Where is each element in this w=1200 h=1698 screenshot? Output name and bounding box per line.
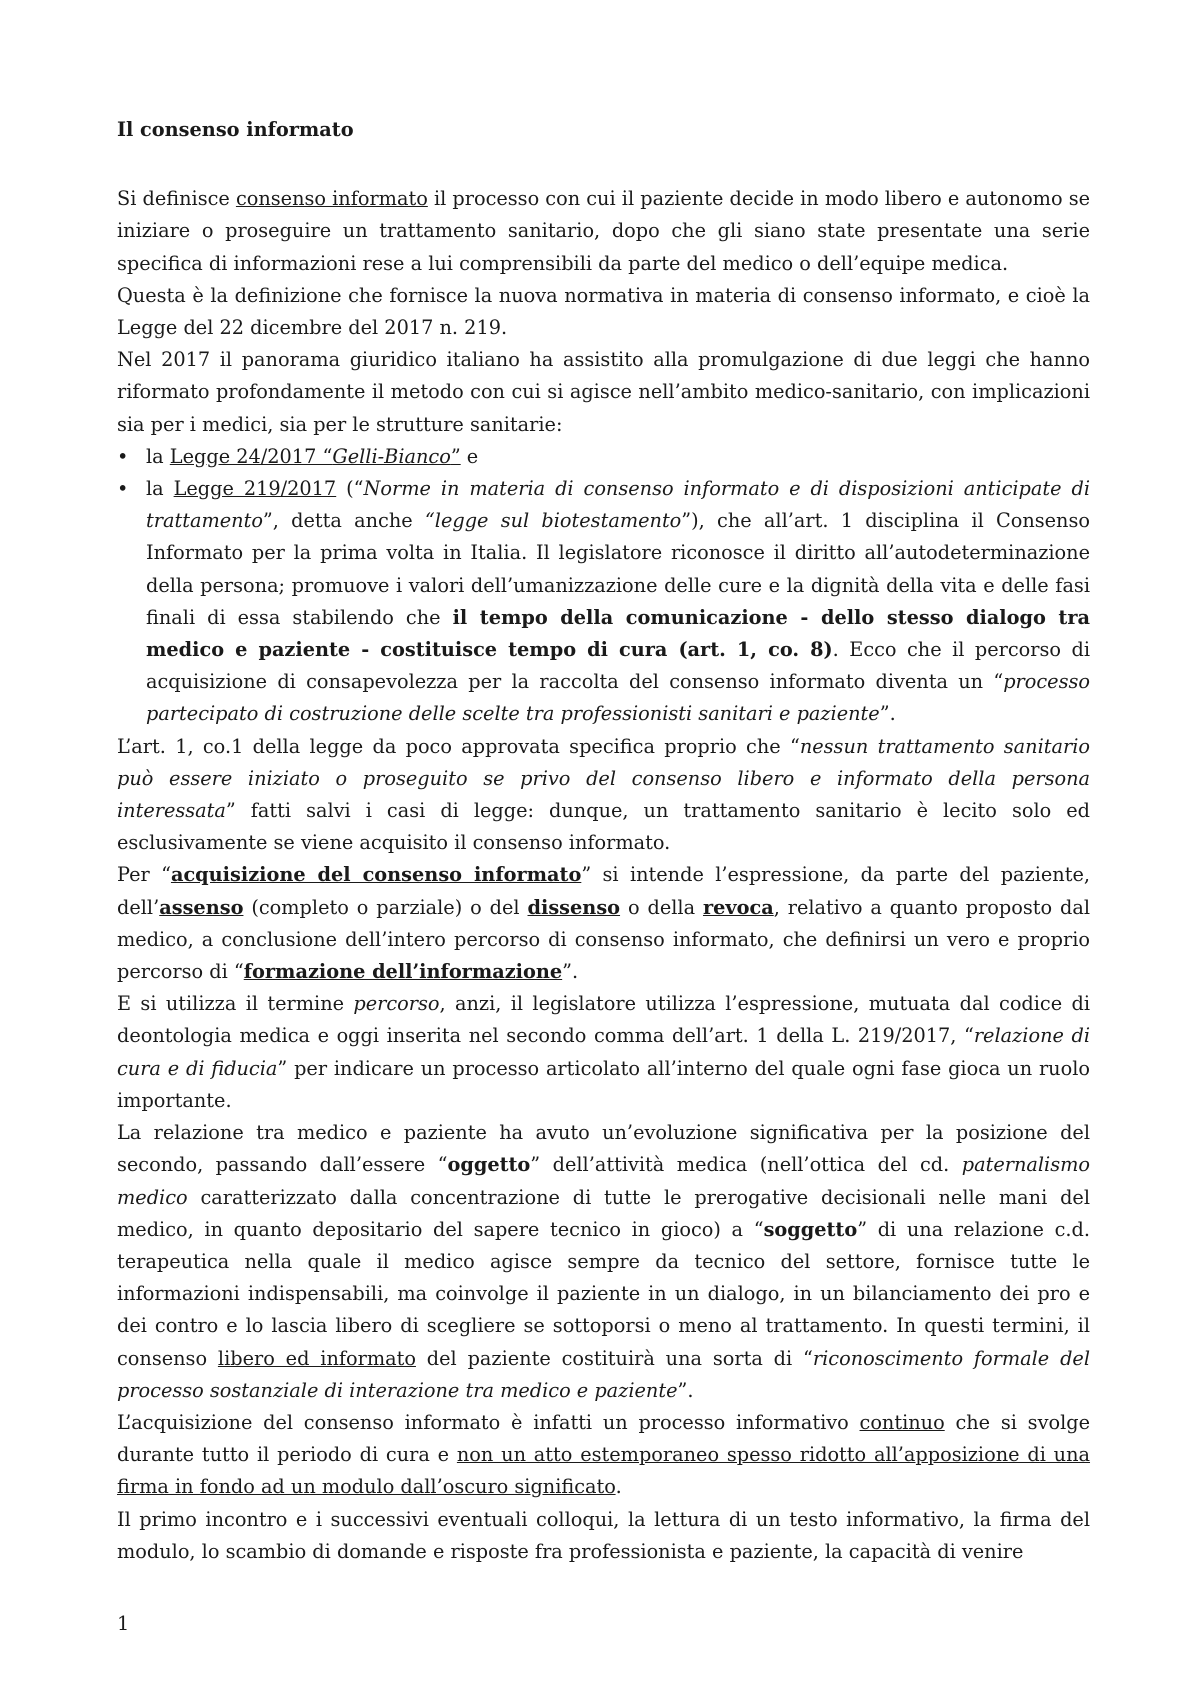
underlined-statement: non un atto estemporaneo spesso ridotto all’apposizione di una firma in fondo ad un modulo dall’oscuro significato — [117, 1443, 1091, 1499]
paragraph-definition — [117, 183, 1090, 280]
bold-statement: il tempo della comunicazione - dello stesso dialogo tra medico e paziente - costituisce tempo di cura (art. 1, co. 8) — [146, 605, 1090, 662]
italic-term: paternalismo medico — [117, 1153, 1090, 1209]
page-number: 1 — [117, 1612, 130, 1635]
bold-term: oggetto — [447, 1153, 531, 1177]
key-term: formazione dell’informazione — [243, 960, 563, 984]
laws-list — [117, 441, 1090, 731]
text: . — [615, 1475, 622, 1499]
text: (completo o parziale) o del — [243, 895, 528, 919]
text: ”. — [562, 960, 579, 984]
paragraph-processo-continuo — [117, 1407, 1090, 1504]
text: E si utilizza il termine — [117, 992, 354, 1016]
text: L’acquisizione del consenso informato è infatti un processo informativo — [117, 1410, 860, 1434]
italic-quote: “legge sul biotestamento — [424, 509, 682, 533]
italic-quote: nessun trattamento sanitario può essere iniziato o proseguito se privo del consenso libero e informato della persona interessata — [117, 734, 1090, 823]
text: La relazione tra medico e paziente ha avuto un’evoluzione significativa per la posizione del secondo, passando dall’essere “ — [117, 1121, 1090, 1177]
italic-quote: riconoscimento formale del processo sostanziale di interazione tra medico e paziente — [117, 1346, 1090, 1402]
list-item — [117, 473, 1090, 731]
text: ”. — [677, 1378, 694, 1402]
paragraph-acquisizione — [117, 859, 1090, 988]
text: ” si intende l’espressione, da parte del paziente, dell’ — [117, 863, 1090, 919]
text: la — [146, 477, 174, 501]
paragraph-percorso — [117, 988, 1090, 1117]
text: Si definisce — [117, 187, 236, 211]
italic-quote: processo partecipato di costruzione delle scelte tra professionisti sanitari e paziente — [146, 670, 1090, 726]
paragraph-primo-incontro: Il primo incontro e i successivi eventuali colloqui, la lettura di un testo informativo, la firma del modulo, lo scambio di domande e risposte fra professionista e paziente, la capacità di venire — [117, 1507, 1090, 1563]
text: caratterizzato dalla concentrazione di tutte le prerogative decisionali nelle mani del medico, in quanto depositario del sapere tecnico in gioco) a “ — [117, 1185, 1090, 1241]
paragraph-panorama: Nel 2017 il panorama giuridico italiano ha assistito alla promulgazione di due leggi che hanno riformato profondamente il metodo con cui si agisce nell’ambito medico-sanitario, con implicazioni sia per i medici, sia per le strutture sanitarie: — [117, 348, 1090, 436]
law-reference: Legge 219/2017 — [173, 477, 337, 501]
text: che si svolge durante tutto il periodo di cura e — [117, 1410, 1090, 1467]
italic-term: percorso — [353, 992, 440, 1016]
text: il processo con cui il paziente decide in modo libero e autonomo se iniziare o proseguire un trattamento sanitario, dopo che gli siano state presentate una serie specifica di informazioni rese a lui comprensibili da parte del medico o dell’equipe medica. — [117, 187, 1091, 275]
text: ” per indicare un processo articolato all’interno del quale ogni fase gioca un ruolo importante. — [117, 1056, 1090, 1112]
key-term: assenso — [159, 895, 244, 919]
text: ”), che all’art. 1 disciplina il Consenso Informato per la prima volta in Italia. Il legislatore riconosce il diritto all’autodeterminazione della persona; promuove i valori dell’umanizzazione delle cure e la dignità della vita e delle fasi finali di essa stabilendo che — [146, 509, 1090, 629]
text: o della — [620, 895, 703, 919]
text: ”, detta anche — [262, 509, 425, 533]
text: . Ecco che il percorso di acquisizione di consapevolezza per la raccolta del consenso informato diventa un “ — [146, 638, 1090, 694]
paragraph-relazione — [117, 1117, 1090, 1407]
key-term: acquisizione del consenso informato — [170, 863, 582, 887]
italic-quote: Norme in materia di consenso informato e di disposizioni anticipate di trattamento — [146, 477, 1090, 533]
text: (“ — [336, 477, 364, 501]
bullet-icon: • — [117, 444, 129, 468]
paragraph-normativa: Questa è la definizione che fornisce la nuova normativa in materia di consenso informato, e cioè la Legge del 22 dicembre del 2017 n. 219. — [117, 283, 1090, 340]
text: L’art. 1, co.1 della legge da poco approvata specifica proprio che “ — [117, 734, 800, 758]
law-reference: Legge 24/2017 “Gelli-Bianco” — [169, 444, 461, 468]
list-item — [117, 441, 1090, 473]
key-term: dissenso — [527, 895, 621, 919]
text: ” di una relazione c.d. terapeutica nella quale il medico agisce sempre da tecnico del settore, fornisce tutte le informazioni indispensabili, ma coinvolge il paziente in un dialogo, in un bilanciamento dei pro e dei contro e lo lascia libero di scegliere se sottoporsi o meno al trattamento. In questi termini, il consenso — [117, 1217, 1090, 1370]
text: , anzi, il legislatore utilizza l’espressione, mutuata dal codice di deontologia medica e oggi inserita nel secondo comma dell’art. 1 della L. 219/2017, “ — [117, 992, 1091, 1048]
document-title: Il consenso informato — [117, 118, 354, 141]
bold-term: soggetto — [763, 1217, 858, 1241]
text: del paziente costituirà una sorta di “ — [415, 1346, 813, 1370]
key-term: revoca — [702, 895, 774, 919]
text: ” dell’attività medica (nell’ottica del cd. — [530, 1153, 962, 1177]
paragraph-art1 — [117, 731, 1090, 860]
document-body — [117, 114, 1090, 1568]
bullet-icon: • — [117, 477, 129, 501]
text: la — [146, 444, 170, 468]
text: ”. — [879, 702, 896, 726]
text: Per “ — [117, 863, 171, 887]
italic-quote: relazione di cura e di fiducia — [117, 1024, 1090, 1080]
text: e — [460, 444, 479, 468]
underlined-term: libero ed informato — [217, 1346, 416, 1370]
underlined-term: continuo — [859, 1410, 945, 1434]
text: ” fatti salvi i casi di legge: dunque, un trattamento sanitario è lecito solo ed esclusivamente se viene acquisito il consenso informato. — [117, 799, 1090, 855]
underlined-term: consenso informato — [235, 187, 428, 211]
text: , relativo a quanto proposto dal medico, a conclusione dell’intero percorso di consenso informato, che definirsi un vero e proprio percorso di “ — [117, 895, 1091, 984]
